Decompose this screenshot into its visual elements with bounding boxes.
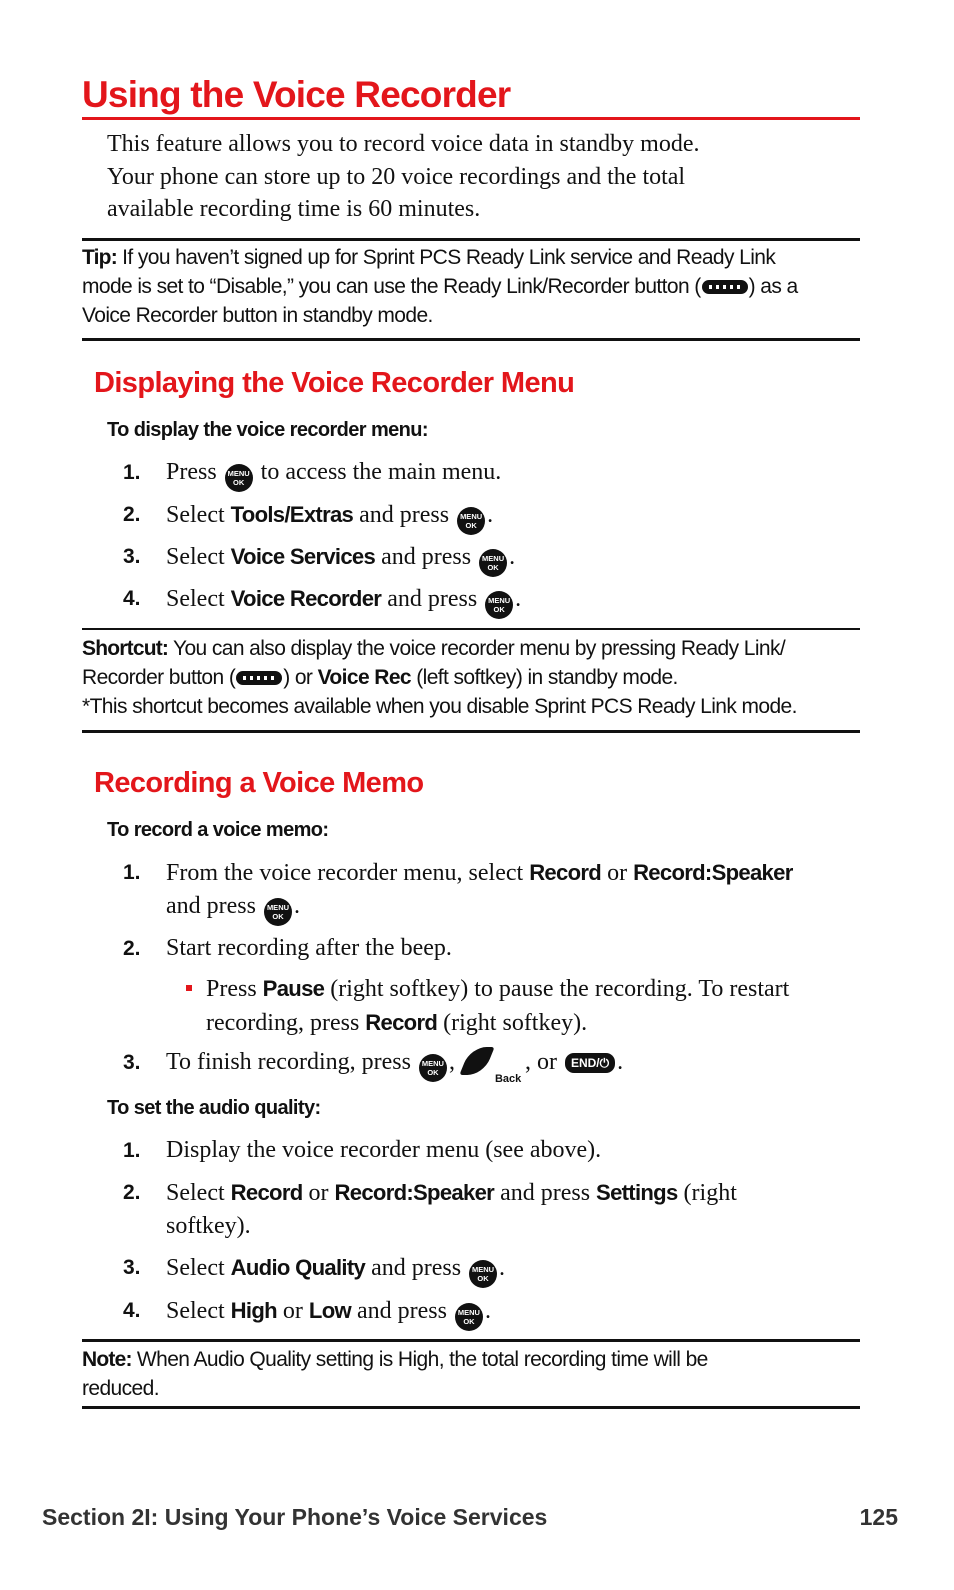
shortcut-rule-bottom [82,730,860,733]
shortcut-text: You can also display the voice recorder menu by pressing Ready Link/ [172,637,786,660]
note-rule-top [82,1339,860,1342]
step-text: to access the main menu. [260,459,502,485]
step-number: 3. [123,545,141,568]
softkey-name: Settings [596,1180,678,1205]
menu-option-name: Voice Services [230,544,376,569]
menu-option-name: Record:Speaker [334,1180,495,1205]
step-text: Start recording after the beep. [166,935,452,961]
tip-rule-top [82,238,860,241]
step-text: and press [381,544,472,570]
step-number: 2. [123,1181,141,1204]
shortcut-box [82,634,862,721]
menu-ok-key-icon: MENU OK [469,1260,497,1288]
step-text: and press [387,586,478,612]
shortcut-rule-top [82,628,860,630]
menu-ok-key-icon: MENU OK [479,549,507,577]
menu-option-name: Tools/Extras [230,502,354,527]
step-number: 2. [123,937,141,960]
softkey-name: Record [365,1010,438,1035]
tip-label: Tip: [82,246,117,269]
procedure-heading: To set the audio quality: [107,1097,321,1119]
shortcut-footnote: *This shortcut becomes available when you disable Sprint PCS Ready Link mode. [82,695,797,718]
step-number: 2. [123,503,141,526]
shortcut-text: Recorder button ( [82,666,236,689]
intro-line: available recording time is 60 minutes. [107,196,481,222]
intro-line: Your phone can store up to 20 voice recordings and the total [107,163,686,190]
menu-ok-key-icon: MENU OK [264,898,292,926]
procedure-heading: To display the voice recorder menu: [107,419,428,441]
menu-option-name: Record:Speaker [633,860,793,885]
menu-option-name: Low [308,1298,351,1323]
menu-option-name: Voice Recorder [230,586,382,611]
section-heading-recording: Recording a Voice Memo [94,767,424,799]
ready-link-recorder-icon [236,671,282,685]
menu-ok-key-icon: MENU OK [225,464,253,492]
menu-ok-key-icon: MENU OK [455,1303,483,1331]
tip-text: If you haven’t signed up for Sprint PCS Ready Link service and Ready Link [122,246,776,269]
step-text: To finish recording, press [166,1049,411,1075]
step-number: 1. [123,1139,141,1162]
step-text: Select [166,544,225,570]
step-text: Select [166,586,225,612]
tip-text: ) as a [748,275,798,298]
note-box [82,1345,862,1403]
menu-option-name: Record [230,1180,303,1205]
step-text: Select [166,502,225,528]
softkey-name: Voice Rec [317,666,412,689]
note-label: Note: [82,1348,132,1371]
tip-box [82,243,862,330]
note-text: reduced. [82,1377,159,1400]
menu-ok-key-icon: MENU OK [419,1054,447,1082]
tip-text: Voice Recorder button in standby mode. [82,304,433,327]
note-rule-bottom [82,1406,860,1409]
shortcut-text: ) or [283,666,313,689]
menu-ok-key-icon: MENU OK [457,507,485,535]
softkey-name: Pause [262,976,325,1001]
step-text: and press [359,502,450,528]
procedure-heading: To record a voice memo: [107,819,329,841]
manual-page: Using the Voice Recorder This feature allows you to record voice data in standby mode. Your phone can store up to 20 voice recordings and the total available recording time is 60 minutes. Tip: If you haven’t signed up for Sprint PCS Ready Link service and Ready Link mode is set to “Disable,” you can use the Ready Link/Recorder button ( ) as a Voice Recorder button in standby mode. Displaying the Voice Recorder Menu To display the voice recorder menu: 1. Press MENU OK to access the main menu. 2. Select Tools/Extras and press MENU OK . 3. Select Voice Services and press MENU OK . 4. Select Voice Recorder and press MENU OK . Shortcut: You can also display the voice recorder menu by pressing Ready Link/ Recorder button ( ) or Voice Rec (left softkey) in standby mode. *This shortcut becomes available when you disable Sprint PCS Ready Link mode. Recording a Voice Memo To record a voice memo: 1. From the voice recorder menu, select Record or Record:Speaker and press MENU OK . 2. Start recording after the beep. Press Pause (right softkey) to pause the recording. To restart recording, press Record (right softkey). 3. To finish recording, press MENU OK , Back , or END/⏻ . To set the audio quality: 1. Display the voice recorder menu (see above). 2. Select Record or Record:Speaker and press Settings (right softkey). 3. Select Audio Quality and press MENU OK . 4. Select High or Low and press MENU OK . Note: When Audio Quality setting is High, the total recording time will be reduced. Section 2I: Using Your Phone’s Voice Services 125 [42,74,898,1530]
note-text: When Audio Quality setting is High, the total recording time will be [136,1348,708,1371]
ready-link-recorder-icon [702,280,748,294]
step-number: 3. [123,1051,141,1074]
tip-rule-bottom [82,338,860,341]
menu-option-name: High [230,1298,277,1323]
bullet-square-icon [186,985,192,991]
intro-line: This feature allows you to record voice data in standby mode. [107,131,700,157]
step-number: 1. [123,461,141,484]
step-number: 4. [123,1299,141,1322]
step-number: 3. [123,1256,141,1279]
title-rule [82,117,860,120]
page-title: Using the Voice Recorder [82,74,511,115]
back-key-icon: Back [463,1047,523,1079]
section-heading-display-menu: Displaying the Voice Recorder Menu [94,367,575,399]
shortcut-text: (left softkey) in standby mode. [416,666,678,689]
step-number: 4. [123,587,141,610]
step-number: 1. [123,861,141,884]
footer-section-title: Section 2I: Using Your Phone’s Voice Services [42,1504,548,1530]
page-number: 125 [859,1504,898,1530]
shortcut-label: Shortcut: [82,637,169,660]
end-power-key-icon: END/⏻ [565,1053,615,1073]
step-text: and press [166,893,256,919]
step-text: Display the voice recorder menu (see above). [166,1137,602,1163]
menu-ok-key-icon: MENU OK [485,591,513,619]
intro-paragraph [107,128,827,226]
step-text: From the voice recorder menu, select [166,860,524,886]
step-text: Press [166,459,217,485]
menu-option-name: Audio Quality [230,1255,366,1280]
menu-option-name: Record [529,860,602,885]
tip-text: mode is set to “Disable,” you can use the Ready Link/Recorder button ( [82,275,701,298]
